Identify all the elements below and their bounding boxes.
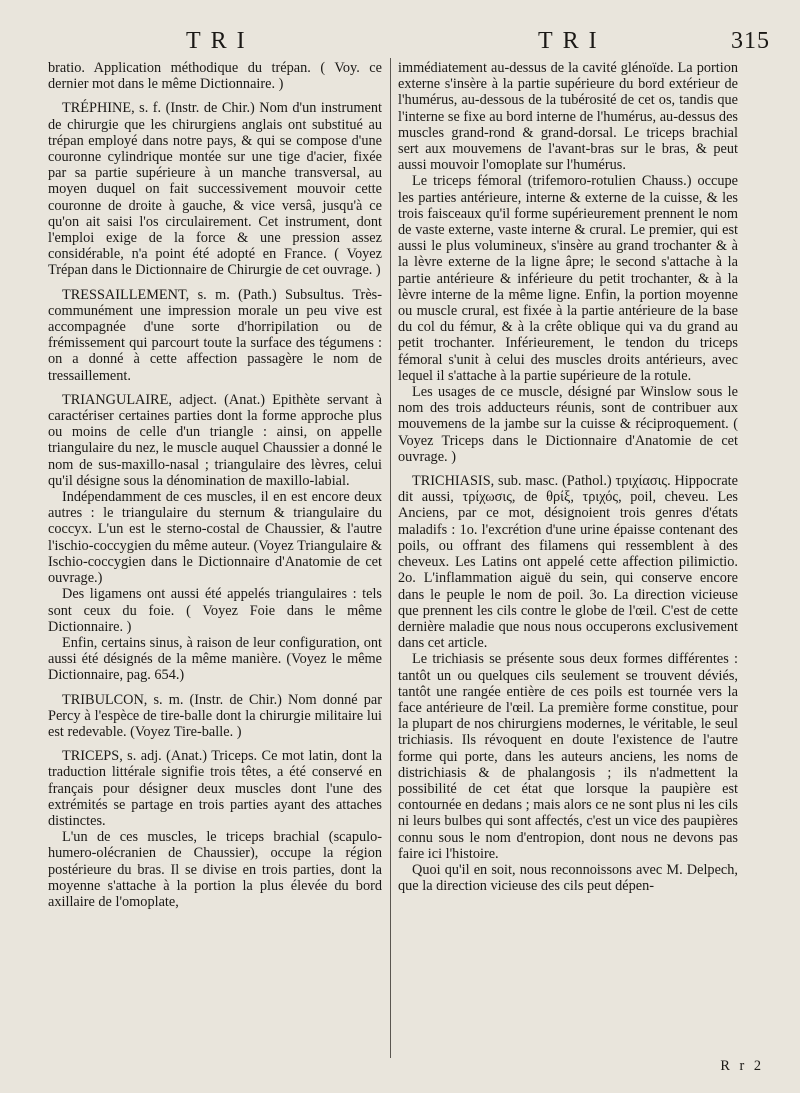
paragraph: immédiatement au-dessus de la cavité glénoïde. La portion externe s'insère à la partie supérieure du bord extérieur de l'humérus, au-dessous de la tubérosité de cet os, tandis que l'interne se fixe au bord interne de l'humérus, au-dessus des muscles grand-rond & grand-dorsal. Le triceps brachial sert aux mouvemens de l'avant-bras sur le bras, & peut aussi mouvoir l'omoplate sur l'humérus. xyxy=(398,60,738,174)
entry-tribulcon: TRIBULCON, s. m. (Instr. de Chir.) Nom donné par Percy à l'espèce de tire-balle dont la chirurgie militaire lui est redevable. (Voyez Tire-balle. ) xyxy=(48,691,382,740)
paragraph: Les usages de ce muscle, désigné par Winslow sous le nom des trois adducteurs réunis, sont de contribuer aux mouvemens de la jambe sur la cuisse & réciproquement. ( Voyez Triceps dans le Dictionnaire d'Anatomie de cet ouvrage. ) xyxy=(398,384,738,465)
paragraph: Quoi qu'il en soit, nous reconnoissons avec M. Delpech, que la direction vicieuse des cils peut dépen- xyxy=(398,861,738,895)
right-column xyxy=(398,60,738,894)
entry-triangulaire: TRIANGULAIRE, adject. (Anat.) Epithète servant à caractériser certaines parties dont la forme approche plus ou moins de celle d'un triangle : ainsi, on appelle triangulaire du nez, le muscle auquel Chaussier a donné le nom de sus-maxillo-nasal ; triangulaire des lèvres, celui qu'il désigne sous la dénomination de maxillo-labial. xyxy=(48,391,382,489)
paragraph: Le trichiasis se présente sous deux formes différentes : tantôt un ou quelques cils seulement se trouvent déviés, tantôt une rangée entière de ces poils est tournée vers la face antérieure de l'œil. La première forme constitue, pour la plupart de nos chirurgiens modernes, le véritable, le seul trichiasis. Ils révoquent en doute l'existence de l'autre forme qui porte, dans les auteurs anciens, les noms de districhiasis & de phalangosis ; ils n'admettent la possibilité de cet état que lorsque la paupière est contournée en dedans ; mais alors ce ne sont plus ni les cils ni leurs bulbes qui sont affectés, c'est un vice des paupières connu sous le nom d'entropion, dont nous ne devons pas faire ici l'histoire. xyxy=(398,651,738,862)
entry-triceps: TRICEPS, s. adj. (Anat.) Triceps. Ce mot latin, dont la traduction littérale signifie trois têtes, a été conservé en français pour désigner deux muscles dont l'une des extrémités se partage en trois parties ayant des attaches distinctes. xyxy=(48,748,382,829)
paragraph: Des ligamens ont aussi été appelés triangulaires : tels sont ceux du foie. ( Voyez Foie dans le même Dictionnaire. ) xyxy=(48,586,382,635)
left-column xyxy=(48,60,382,910)
entry-trichiasis: TRICHIASIS, sub. masc. (Pathol.) τριχίασις. Hippocrate dit aussi, τρίχωσις, de θρίξ, τριχός, poil, cheveu. Les Anciens, par ce mot, désignoient trois genres d'états maladifs : 1o. l'excrétion d'une urine épaisse contenant des poils, ou offrant des filamens qui ressemblent à des cheveux. Les Latins ont appelé cette affection pilimictio. 2o. L'inflammation aiguë du sein, qui conserve encore dans le peuple le nom de poil. 3o. La direction vicieuse que prennent les cils contre le globe de l'œil. C'est de cette dernière maladie que nous nous occuperons exclusivement dans cet article. xyxy=(398,473,738,652)
paragraph: bratio. Application méthodique du trépan. ( Voy. ce dernier mot dans le même Dictionnaire. ) xyxy=(48,60,382,93)
paragraph: L'un de ces muscles, le triceps brachial (scapulo-humero-olécranien de Chaussier), occupe la région postérieure du bras. Il se divise en trois parties, dont la moyenne s'attache à la portion la plus élevée du bord axillaire de l'omoplate, xyxy=(48,829,382,910)
signature-mark: R r 2 xyxy=(720,1058,764,1074)
paragraph: Indépendamment de ces muscles, il en est encore deux autres : le triangulaire du sternum & triangulaire du coccyx. L'un est le sterno-costal de Chaussier, & l'autre l'ischio-coccygien du même auteur. (Voyez Triangulaire & Ischio-coccygien dans le Dictionnaire d'Anatomie de cet ouvrage.) xyxy=(48,489,382,587)
page-number: 315 xyxy=(731,28,770,54)
paragraph: Le triceps fémoral (trifemoro-rotulien Chauss.) occupe les parties antérieure, interne & externe de la cuisse, & les trois faisceaux qu'il forme supérieurement prennent le nom de vaste externe, vaste interne & crural. Le premier, qui est aussi le plus volumineux, s'insère au grand trochanter & à la lèvre externe de la ligne âpre; le second s'attache à la partie antérieure & inférieure du petit trochanter, & à la lèvre interne de la même ligne. Enfin, la portion moyenne ou muscle crural, est fixée à la partie antérieure de la base du col du fémur, & à la crête oblique qui va du grand au petit trochanter. Inférieurement, le tendon du triceps fémoral s'unit à celui des muscles droits antérieurs, avec lequel il s'attache à la partie supérieure de la rotule. xyxy=(398,173,738,384)
entry-tressaillement: TRESSAILLEMENT, s. m. (Path.) Subsultus. Très-communément une impression morale un peu vive est accompagnée d'une sorte d'horripilation ou de frémissement qui parcourt toute la surface des tégumens : on a donné à cette affection passagère le nom de tressaillement. xyxy=(48,286,382,384)
running-head-right: TRI xyxy=(538,28,607,54)
paragraph: Enfin, certains sinus, à raison de leur configuration, ont aussi été désignés de la même manière. (Voyez le même Dictionnaire, pag. 654.) xyxy=(48,634,382,684)
column-divider xyxy=(390,58,391,1058)
running-head-left: TRI xyxy=(186,28,255,54)
entry-trephine: TRÉPHINE, s. f. (Instr. de Chir.) Nom d'un instrument de chirurgie que les chirurgiens anglais ont substitué au trépan employé dans notre pays, & qui se compose d'une couronne cylindrique montée sur une tige d'acier, fixée par sa partie supérieure à un manche transversal, au moyen duquel on fait successivement mouvoir cette couronne de droite à gauche, & vice versâ, jusqu'à ce qu'on ait saisi l'os circulairement. Cet instrument, dont l'emploi exige de la force & une pression assez considérable, n'a point été adopté en France. ( Voyez Trépan dans le Dictionnaire de Chirurgie de cet ouvrage. ) xyxy=(48,100,382,279)
